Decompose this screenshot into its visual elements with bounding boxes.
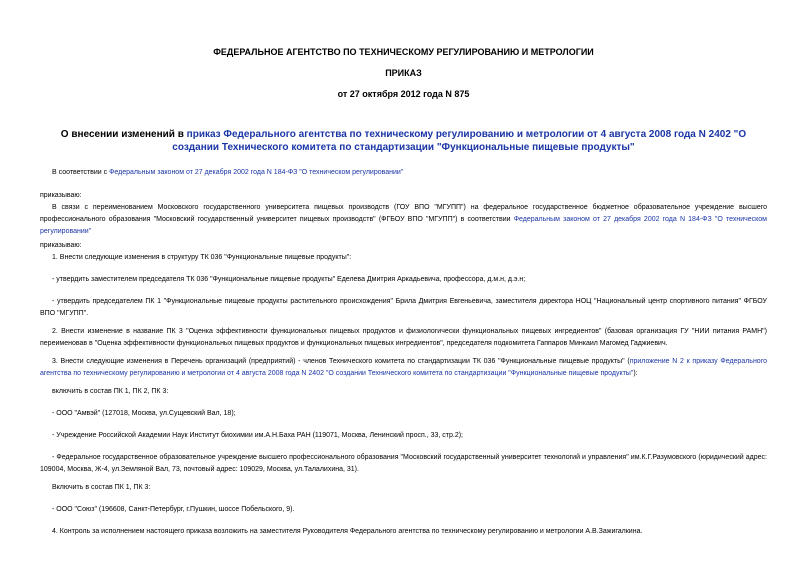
- preamble-text: В соответствии с: [52, 169, 110, 176]
- org-4: - ООО "Союз" (196608, Санкт-Петербург, г.Пушкин, шоссе Побельского, 9).: [52, 506, 295, 513]
- item-1: 1. Внести следующие изменения в структуру ТК 036 "Функциональные пищевые продукты":: [52, 254, 352, 261]
- item-3-text: 3. Внести следующие изменения в Перечень организаций (предприятий) - членов Технического комитета по стандартизации ТК 036 "Функциональные пищевые продукты" (: [52, 358, 630, 365]
- org-1: - ООО "Амвэй" (127018, Москва, ул.Сущевский Вал, 18);: [52, 410, 236, 417]
- org-3: - Федеральное государственное образовательное учреждение высшего профессионального образования "Московский государственный университет технологий и управления" им.К.Г.Разумовского (юридический адрес: 109004, Москва, Ж-4, ул.Земляной Вал, 73, почтовый адрес: 109029, Москва, ул.Талалихина, 31).: [40, 454, 767, 473]
- item-1a: - утвердить заместителем председателя ТК 036 "Функциональные пищевые продукты" Еделева Дмитрия Аркадьевича, профессора, д.м.н, д.э.н;: [52, 276, 526, 283]
- renaming-paragraph: [40, 202, 767, 238]
- include-2: Включить в состав ПК 1, ПК 3:: [52, 484, 151, 491]
- appendix-link[interactable]: приложение N 2 к приказу Федерального агентства по техническому регулированию и метрологии от 4 августа 2008 года N 2402 "О создании Технического комитета по стандартизации "Функциональные пищевые продукты": [40, 358, 767, 377]
- item-3-suffix: ):: [633, 370, 638, 377]
- item-2: 2. Внести изменение в название ПК 3 "Оценка эффективности функциональных пищевых продуктов и физиологически функциональных пищевых ингредиентов" (базовая организация ГУ "НИИ питания РАМН") переименовав в "Оценка эффективности функциональных пищевых продуктов и функциональных пищевых ингредиентов", председателя подкомитета Гаппаров Минкаил Магомед Гаджиевич.: [40, 328, 767, 347]
- prikazyvayu-1: приказываю:: [40, 192, 82, 199]
- include-1: включить в состав ПК 1, ПК 2, ПК 3:: [52, 388, 169, 395]
- federal-law-link-2[interactable]: Федеральным законом от 27 декабря 2002 года N 184-ФЗ "О техническом регулировании": [40, 216, 767, 235]
- renaming-text: В связи с переименованием Московского государственного университета пищевых производств (ГОУ ВПО "МГУПП") на федеральное государственное бюджетное образовательное учреждение высшего профессионального образования "Московский государственный университет пищевых производств" (ФГБОУ ВПО "МГУПП") в соответствии: [40, 204, 767, 223]
- prikazyvayu-2: приказываю:: [40, 242, 82, 249]
- preamble-paragraph: [40, 167, 767, 179]
- item-1b: - утвердить председателем ПК 1 "Функциональные пищевые продукты растительного происхождения" Брила Дмитрия Евгеньевича, заместителя директора НОЦ "Национальный центр спортивного питания" ФГБОУ ВПО "МГУПП".: [40, 298, 767, 317]
- item-4: 4. Контроль за исполнением настоящего приказа возложить на заместителя Руководителя Федерального агентства по техническому регулированию и метрологии А.В.Зажигалкина.: [52, 528, 643, 535]
- federal-law-link[interactable]: Федеральным законом от 27 декабря 2002 года N 184-ФЗ "О техническом регулировании": [109, 169, 404, 176]
- item-3: [40, 356, 767, 380]
- agency-heading: ФЕДЕРАЛЬНОЕ АГЕНТСТВО ПО ТЕХНИЧЕСКОМУ РЕГУЛИРОВАНИЮ И МЕТРОЛОГИИ: [213, 47, 594, 57]
- title-link[interactable]: приказ Федерального агентства по техническому регулированию и метрологии от 4 августа 2008 года N 2402 "О создании Технического комитета по стандартизации "Функциональные пищевые продукты": [172, 129, 747, 153]
- document-date: от 27 октября 2012 года N 875: [337, 89, 470, 99]
- title-prefix: О внесении изменений в: [60, 129, 187, 140]
- document-type: ПРИКАЗ: [385, 68, 422, 78]
- org-2: - Учреждение Российской Академии Наук Институт биохимии им.А.Н.Баха РАН (119071, Москва, Ленинский просп., 33, стр.2);: [52, 432, 463, 439]
- document-title: [40, 128, 767, 154]
